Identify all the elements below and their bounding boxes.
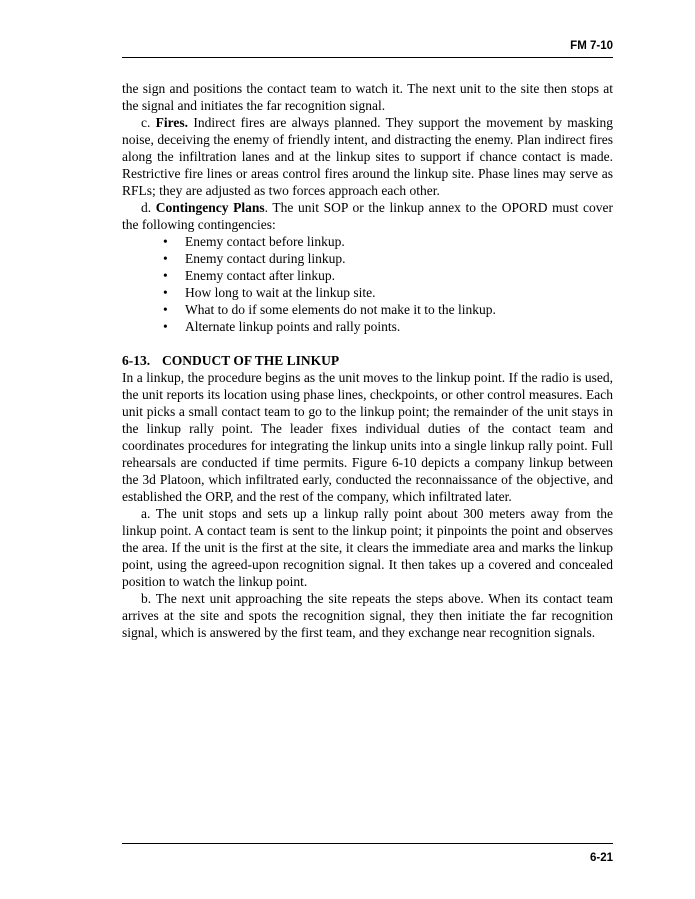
- paragraph-fires-heading: Fires.: [155, 115, 189, 130]
- list-item: [122, 233, 613, 250]
- paragraph-a: [122, 505, 613, 590]
- list-item: [122, 267, 613, 284]
- bullet-glyph: •: [163, 302, 168, 317]
- section-heading: [122, 352, 613, 369]
- list-item-text: What to do if some elements do not make it to the linkup.: [185, 302, 496, 317]
- paragraph-a-text: The unit stops and sets up a linkup rally point about 300 meters away from the linkup point. A contact team is sent to the linkup point; it pinpoints the point and observes the area. If the unit is the first at the site, it clears the immediate area and marks the linkup point, using the agreed-upon recognition signal. It then takes up a covered and concealed position to watch the linkup point.: [122, 506, 614, 589]
- paragraph-a-label: a.: [141, 506, 151, 521]
- paragraph-contingency-text: . The unit SOP or the linkup annex to the OPORD must cover the following contingencies:: [122, 200, 613, 232]
- list-item-text: Enemy contact before linkup.: [185, 234, 345, 249]
- section-intro: In a linkup, the procedure begins as the unit moves to the linkup point. If the radio is used, the unit reports its location using phase lines, checkpoints, or other control measures. Each unit picks a small contact team to go to the linkup point; the remainder of the unit stays in the linkup rally point. The leader fixes individual duties of the contact team and coordinates procedures for integrating the linkup units into a single linkup rally point. Full rehearsals are conducted if time permits. Figure 6-10 depicts a company linkup between the 3d Platoon, which infiltrated early, conducted the reconnaissance of the objective, and established the ORP, and the rest of the company, which infiltrated later.: [122, 370, 613, 504]
- section-title: CONDUCT OF THE LINKUP: [162, 353, 340, 368]
- footer-rule: [122, 843, 613, 844]
- list-item: [122, 284, 613, 301]
- paragraph-b: [122, 590, 613, 641]
- paragraph-contingency: [122, 199, 613, 233]
- bullet-glyph: •: [163, 234, 168, 249]
- bullet-glyph: •: [163, 268, 168, 283]
- list-item-text: Enemy contact during linkup.: [185, 251, 346, 266]
- paragraph-fires-label: c.: [141, 115, 151, 130]
- list-item: [122, 318, 613, 335]
- section-number: 6-13.: [122, 353, 151, 368]
- paragraph-fires: [122, 114, 613, 199]
- bullet-glyph: •: [163, 251, 168, 266]
- bullet-glyph: •: [163, 285, 168, 300]
- list-item-text: How long to wait at the linkup site.: [185, 285, 376, 300]
- list-item: [122, 250, 613, 267]
- paragraph-contingency-label: d.: [141, 200, 152, 215]
- running-header-title: FM 7-10: [570, 40, 613, 52]
- list-item: [122, 301, 613, 318]
- bullet-glyph: •: [163, 319, 168, 334]
- page-number: 6-21: [589, 852, 613, 864]
- list-item-text: Alternate linkup points and rally points.: [185, 319, 401, 334]
- list-item-text: Enemy contact after linkup.: [185, 268, 335, 283]
- paragraph-b-text: The next unit approaching the site repeats the steps above. When its contact team arrives at the site and spots the recognition signal, they then initiate the far recognition signal, which is answered by the first team, and they exchange near recognition signals.: [122, 591, 613, 640]
- paragraph-contingency-heading: Contingency Plans: [155, 200, 265, 215]
- paragraph-b-label: b.: [141, 591, 152, 606]
- paragraph-continuation: the sign and positions the contact team to watch it. The next unit to the site then stops at the signal and initiates the far recognition signal.: [122, 81, 613, 113]
- header-rule: [122, 57, 613, 58]
- paragraph-fires-text: Indirect fires are always planned. They support the movement by masking noise, deceiving the enemy of friendly intent, and distracting the enemy. Plan indirect fires along the infiltration lanes and at the linkup sites to support if chance contact is made. Restrictive fire lines or areas control fires around the linkup site. Phase lines may serve as RFLs; they are adjusted as two forces approach each other.: [122, 115, 614, 198]
- contingency-list: [122, 233, 613, 335]
- page-body: [122, 80, 613, 641]
